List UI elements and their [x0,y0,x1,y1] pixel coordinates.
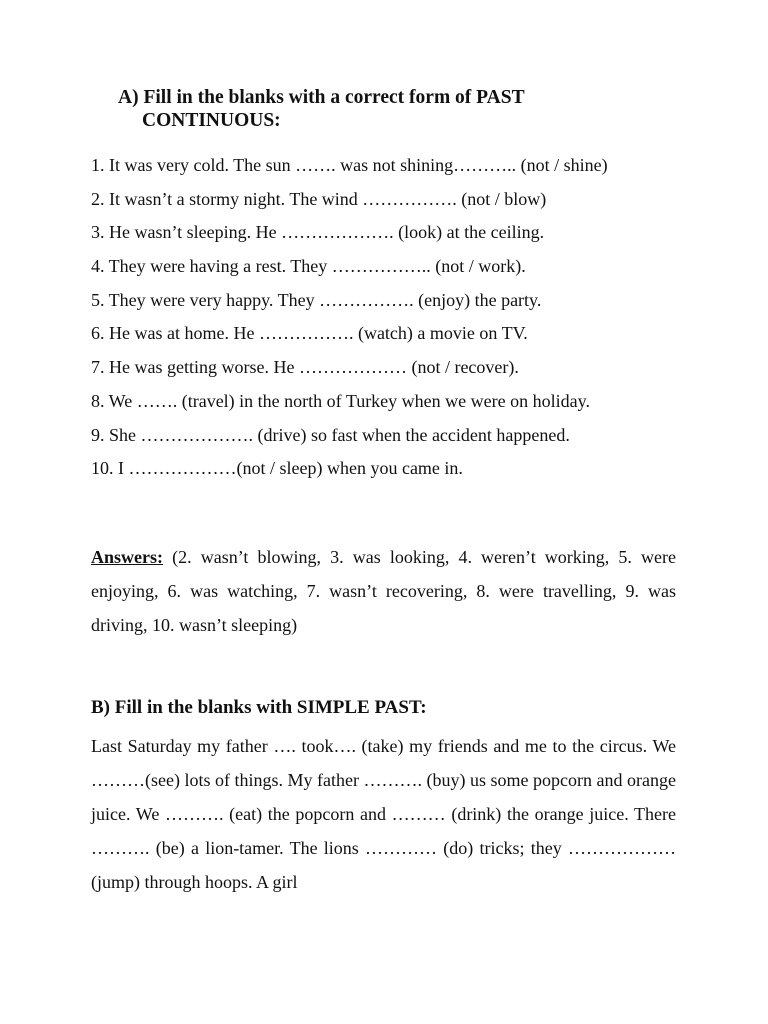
exercise-item: 4. They were having a rest. They …………….. (not / work). [91,256,526,277]
section-b-passage: Last Saturday my father …. took…. (take) my friends and me to the circus. We ………(see) lots of things. My father ………. (buy) us some popcorn and orange juice. We ………. (eat) the popcorn and ……… (drink) the orange juice. There ………. (be) a lion-tamer. The lions ………… (do) tricks; they ……………… (jump) through hoops. A girl [91,736,676,892]
exercise-item: 7. He was getting worse. He ……………… (not / recover). [91,357,519,378]
exercise-item: 1. It was very cold. The sun ……. was not shining……….. (not / shine) [91,155,608,175]
exercise-list [91,152,691,489]
exercise-item: 8. We ……. (travel) in the north of Turkey when we were on holiday. [91,390,590,411]
section-b-heading: B) Fill in the blanks with SIMPLE PAST: [91,697,427,718]
exercise-item: 10. I ………………(not / sleep) when you came in. [91,458,463,479]
section-a-heading-line2: CONTINUOUS: [142,110,281,131]
exercise-item: 2. It wasn’t a stormy night. The wind ……………. (not / blow) [91,188,547,209]
section-a-heading [118,86,678,132]
exercise-item: 9. She ………………. (drive) so fast when the accident happened. [91,424,570,445]
answers-paragraph [91,540,676,642]
section-a-heading-line1: A) Fill in the blanks with a correct form of PAST [118,87,525,108]
exercise-item: 3. He wasn’t sleeping. He ………………. (look) at the ceiling. [91,222,545,243]
answers-text: (2. wasn’t blowing, 3. was looking, 4. weren’t working, 5. were enjoying, 6. was watching, 7. wasn’t recovering, 8. were travelling, 9. was driving, 10. wasn’t sleeping) [91,547,676,635]
exercise-item: 5. They were very happy. They ……………. (enjoy) the party. [91,289,542,310]
answers-label: Answers: [91,547,163,567]
exercise-item: 6. He was at home. He ……………. (watch) a movie on TV. [91,323,528,344]
